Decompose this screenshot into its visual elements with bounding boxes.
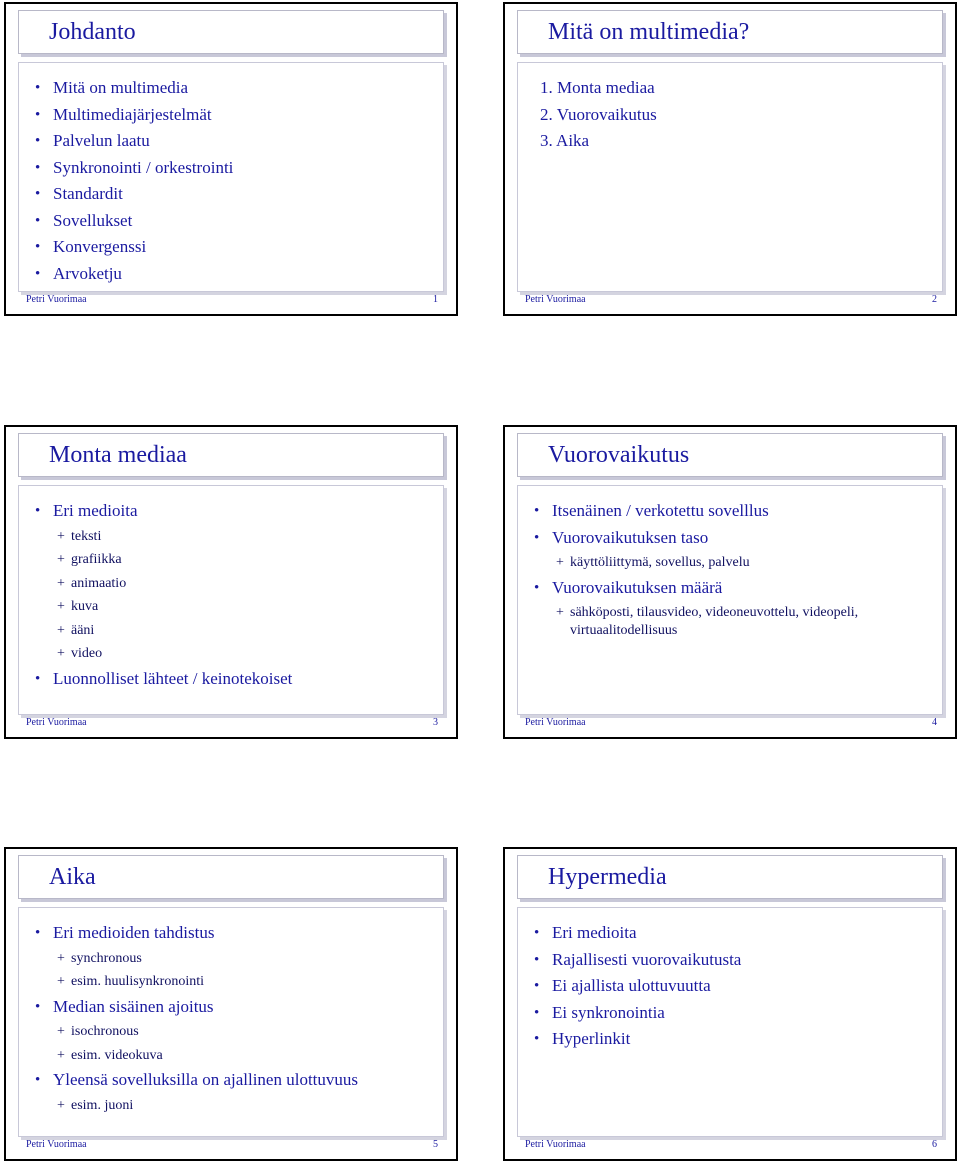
slide-1 [4, 2, 458, 316]
sub-bullet-item [33, 595, 433, 619]
sub-bullet-item [33, 1094, 433, 1118]
page-number: 2 [932, 294, 937, 305]
slide-footer [26, 1139, 438, 1155]
bullet-list [532, 75, 932, 155]
footer-author: Petri Vuorimaa [525, 717, 586, 728]
plus-bullet-icon: + [57, 552, 65, 567]
bullet-item: • Eri medioita [532, 920, 932, 947]
sub-bullet-item [33, 947, 433, 971]
bullet-item: • Arvoketju [33, 261, 433, 288]
plus-bullet-icon: + [57, 646, 65, 661]
sub-bullet-text: esim. huulisynkronointi [71, 974, 204, 989]
slide-footer [525, 1139, 937, 1155]
bullet-item: • Palvelun laatu [33, 128, 433, 155]
bullet-item: • Sovellukset [33, 208, 433, 235]
bullet-item: • Konvergenssi [33, 234, 433, 261]
slide-title-box [18, 10, 444, 54]
page-number: 1 [433, 294, 438, 305]
sub-bullet-text: esim. juoni [71, 1097, 134, 1113]
sub-bullet-item [33, 1020, 433, 1044]
plus-bullet-icon: + [57, 599, 65, 614]
slide-footer [26, 294, 438, 310]
bullet-item: • Mitä on multimedia [33, 75, 433, 102]
plus-bullet-icon: + [57, 1097, 65, 1113]
footer-author: Petri Vuorimaa [26, 717, 87, 728]
bullet-item: • Itsenäinen / verkotettu sovelllus [532, 498, 932, 525]
sub-bullet-item [33, 619, 433, 643]
bullet-item: • Eri medioita [33, 498, 433, 525]
sub-bullet-item [33, 525, 433, 549]
bullet-item: • Ei synkronointia [532, 1000, 932, 1027]
numbered-item: 1. Monta mediaa [540, 78, 655, 97]
plus-bullet-icon: + [57, 622, 65, 638]
sub-bullet-text: isochronous [71, 1024, 139, 1039]
plus-bullet-icon: + [57, 974, 65, 989]
slide-body [18, 907, 444, 1137]
slide-footer [26, 717, 438, 733]
slide-body [18, 485, 444, 715]
slide-4 [503, 425, 957, 739]
plus-bullet-icon: + [556, 605, 564, 620]
sub-bullet-item [33, 1044, 433, 1068]
sub-bullet-text: animaatio [71, 575, 127, 591]
page-number: 3 [433, 717, 438, 728]
slide-title: Vuorovaikutus [548, 442, 690, 468]
sub-bullet-text: teksti [71, 528, 102, 544]
bullet-item: • Vuorovaikutuksen määrä [532, 575, 932, 602]
bullet-item: • Rajallisesti vuorovaikutusta [532, 947, 932, 974]
plus-bullet-icon: + [57, 1024, 65, 1039]
slide-title: Hypermedia [548, 864, 667, 890]
plus-bullet-icon: + [57, 1047, 65, 1063]
plus-bullet-icon: + [57, 575, 65, 591]
page-number: 5 [433, 1139, 438, 1150]
numbered-item: 3. Aika [540, 131, 590, 150]
slide-title: Monta mediaa [49, 442, 187, 468]
plus-bullet-icon: + [57, 950, 65, 966]
page-number: 6 [932, 1139, 937, 1150]
numbered-item: 2. Vuorovaikutus [540, 104, 657, 124]
sub-bullet-item [33, 548, 433, 572]
sub-bullet-text: esim. videokuva [71, 1047, 163, 1063]
sub-bullet-text: grafiikka [71, 552, 122, 567]
sub-bullet-text: synchronous [71, 950, 142, 966]
sub-bullet-item [532, 551, 932, 575]
sub-bullet-item [33, 970, 433, 994]
bullet-item: • Multimediajärjestelmät [33, 102, 433, 129]
bullet-item: • Ei ajallista ulottuvuutta [532, 973, 932, 1000]
footer-author: Petri Vuorimaa [525, 1139, 586, 1150]
slide-3 [4, 425, 458, 739]
bullet-item: • Luonnolliset lähteet / keinotekoiset [33, 666, 433, 693]
bullet-item: • Yleensä sovelluksilla on ajallinen ulottuvuus [33, 1067, 433, 1094]
bullet-item: • Median sisäinen ajoitus [33, 994, 433, 1021]
page-number: 4 [932, 717, 937, 728]
plus-bullet-icon: + [556, 555, 564, 570]
slide-title: Johdanto [49, 19, 136, 45]
bullet-list [532, 920, 932, 1053]
slide-title-box [517, 855, 943, 899]
bullet-list [33, 498, 433, 692]
slide-title-box [517, 433, 943, 477]
slide-footer [525, 294, 937, 310]
bullet-list [33, 920, 433, 1117]
bullet-item: • Eri medioiden tahdistus [33, 920, 433, 947]
bullet-item: • Standardit [33, 181, 433, 208]
sub-bullet-item [532, 601, 932, 642]
bullet-item: • Vuorovaikutuksen taso [532, 525, 932, 552]
sub-bullet-text: ääni [71, 622, 95, 638]
sub-bullet-text: video [71, 646, 103, 661]
slide-title: Aika [49, 864, 96, 890]
slide-2 [503, 2, 957, 316]
sub-bullet-text: käyttöliittymä, sovellus, palvelu [570, 555, 750, 570]
sub-bullet-item [33, 642, 433, 666]
slide-5 [4, 847, 458, 1161]
bullet-list [33, 75, 433, 287]
bullet-item: • Hyperlinkit [532, 1026, 932, 1053]
slide-body [517, 485, 943, 715]
slide-title-box [517, 10, 943, 54]
slide-footer [525, 717, 937, 733]
footer-author: Petri Vuorimaa [26, 1139, 87, 1150]
bullet-list [532, 498, 932, 642]
bullet-item: • Synkronointi / orkestrointi [33, 155, 433, 182]
sub-bullet-item [33, 572, 433, 596]
slide-body [517, 907, 943, 1137]
footer-author: Petri Vuorimaa [26, 294, 87, 305]
slide-title-box [18, 855, 444, 899]
plus-bullet-icon: + [57, 528, 65, 544]
slide-title-box [18, 433, 444, 477]
slide-title: Mitä on multimedia? [548, 19, 750, 45]
sub-bullet-text: kuva [71, 599, 99, 614]
slide-body [18, 62, 444, 292]
sub-bullet-text: sähköposti, tilausvideo, videoneuvottelu, videopeli, virtuaalitodellisuus [570, 605, 859, 638]
slide-6 [503, 847, 957, 1161]
footer-author: Petri Vuorimaa [525, 294, 586, 305]
slide-body [517, 62, 943, 292]
